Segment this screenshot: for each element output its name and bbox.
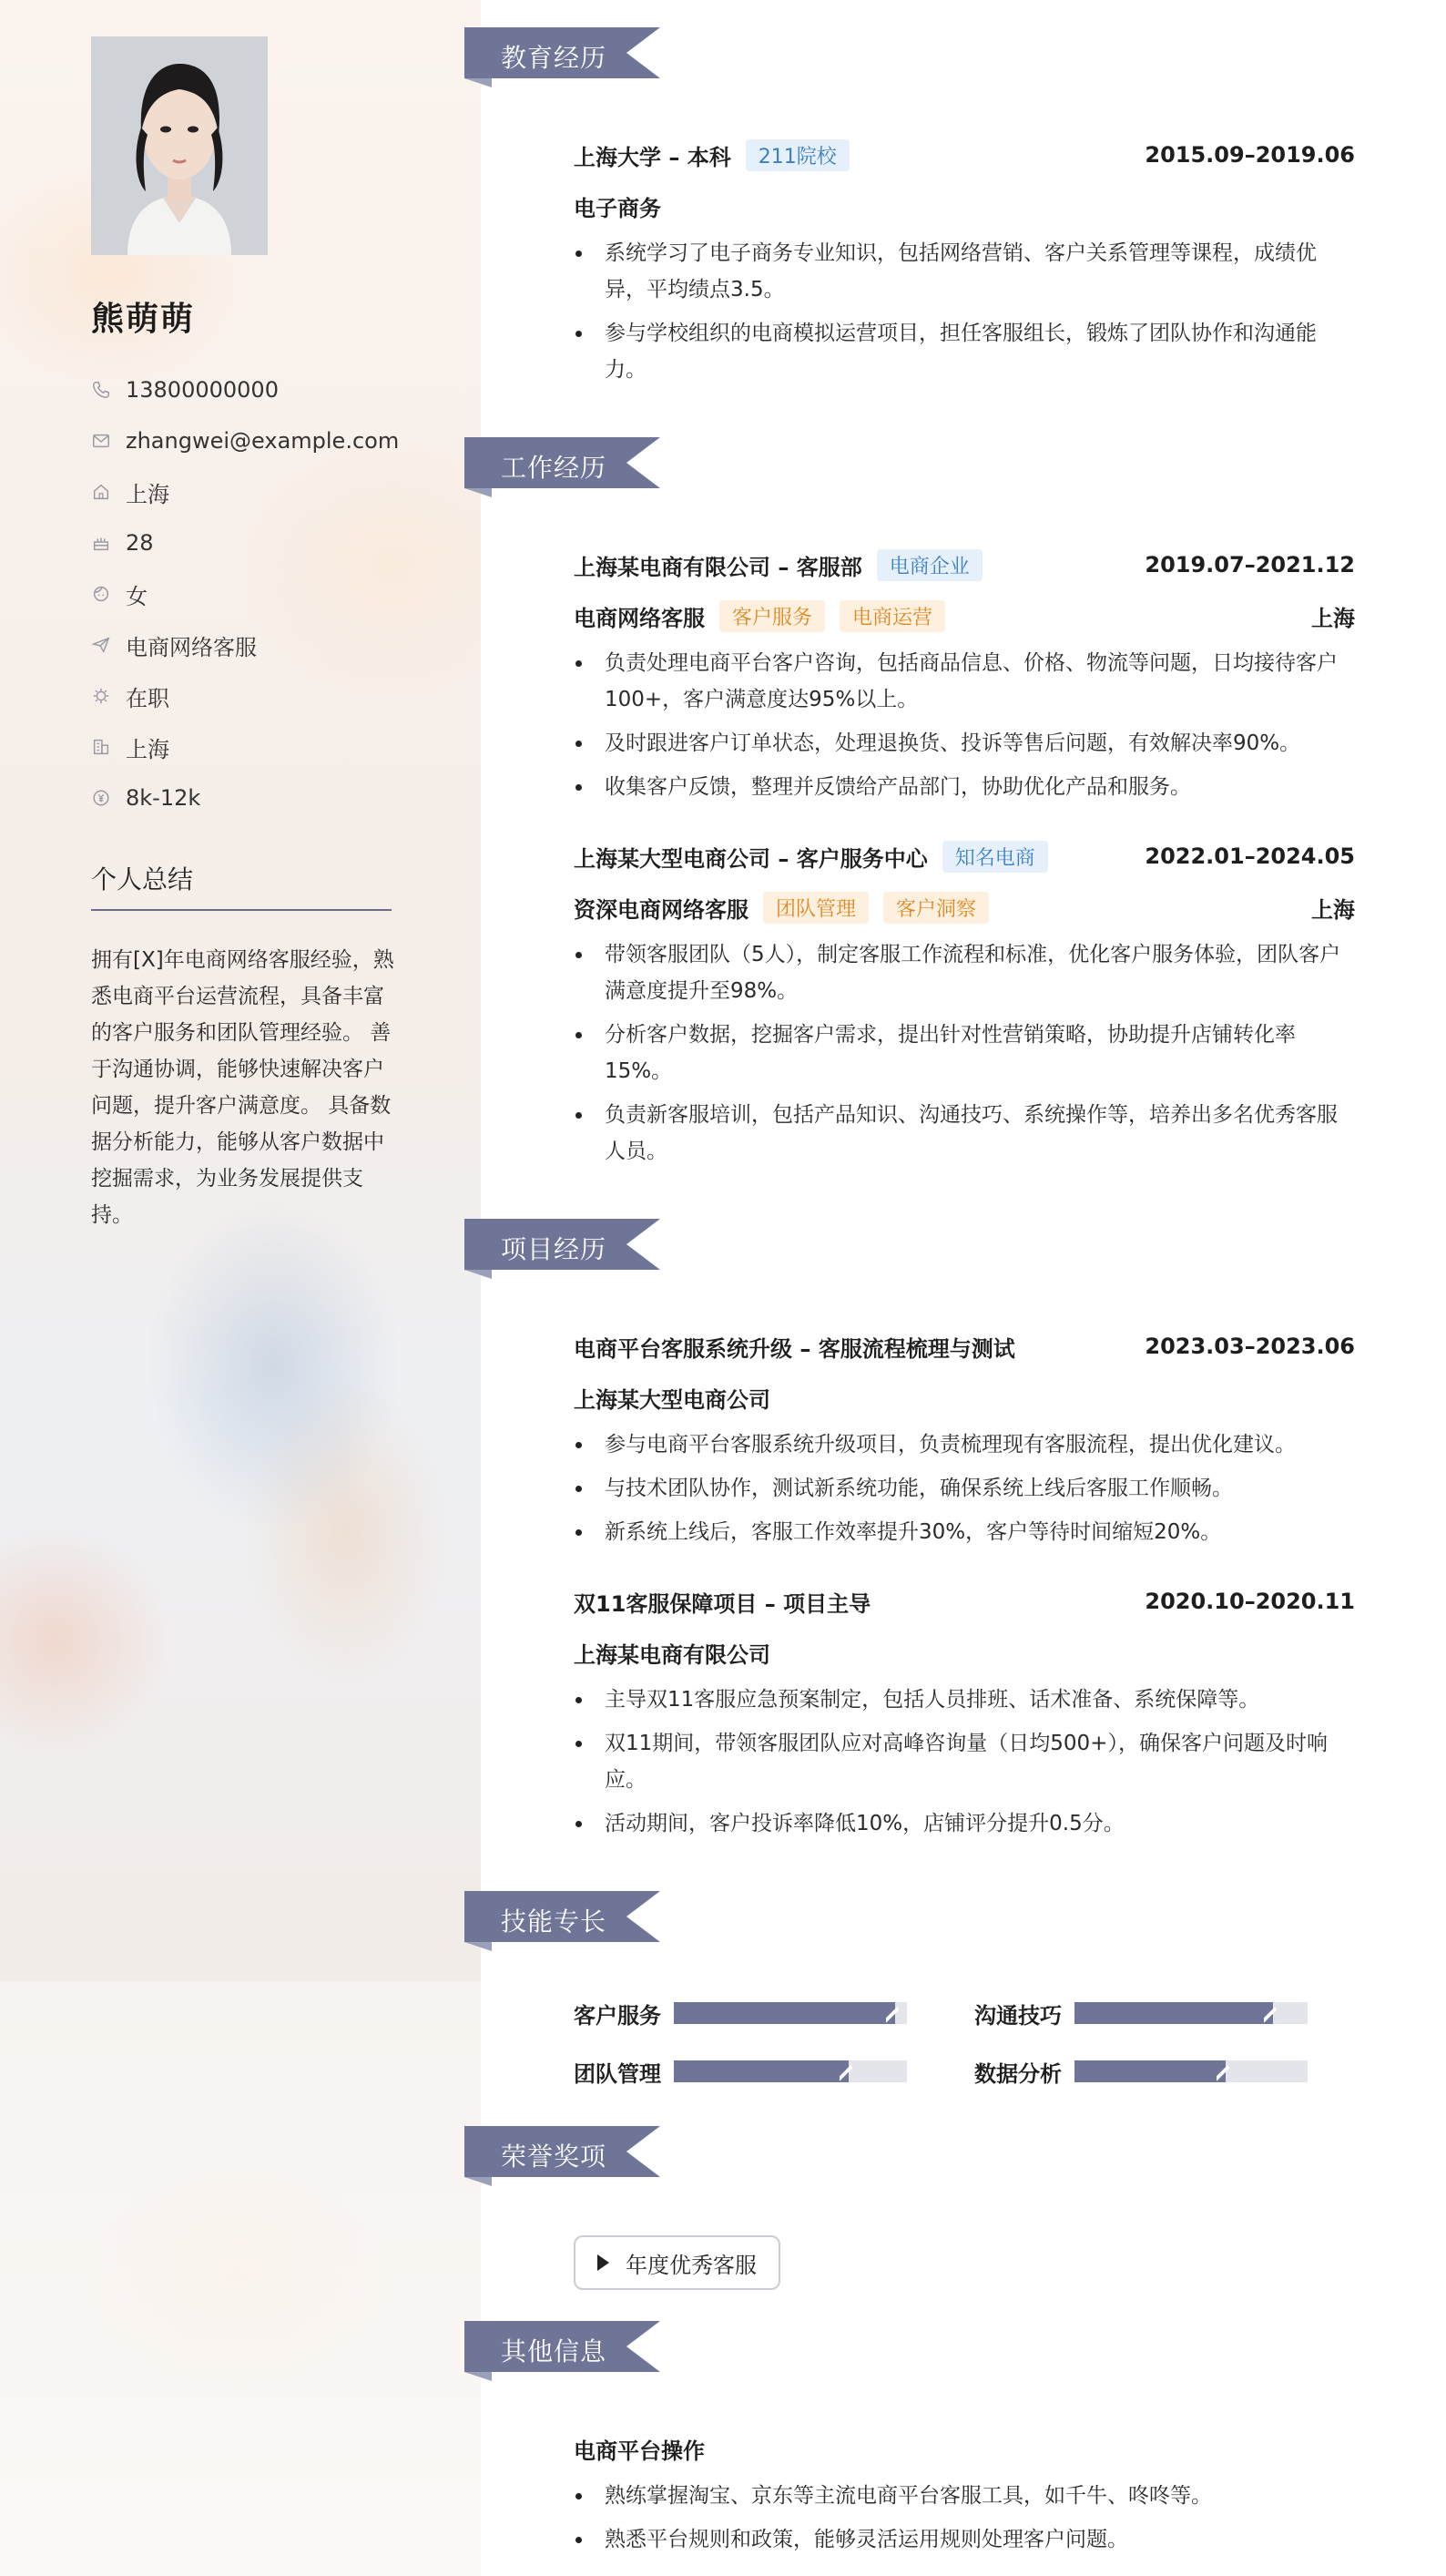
project-org: 上海某电商有限公司	[574, 1641, 770, 1668]
skill-name: 沟通技巧	[974, 2002, 1062, 2029]
avatar	[91, 36, 268, 255]
skill-bar	[674, 2060, 907, 2082]
age-icon	[91, 533, 111, 553]
work-bullets	[574, 645, 1355, 805]
project-entry-1	[574, 1321, 1355, 1558]
info-job	[91, 619, 455, 670]
company-tag: 知名电商	[942, 841, 1048, 873]
info-salary	[91, 772, 455, 823]
company-tag: 电商企业	[877, 549, 983, 581]
skill-name: 客户服务	[574, 2002, 661, 2029]
project-org-row	[574, 1372, 1355, 1423]
role-tag: 团队管理	[763, 892, 869, 924]
role-tag: 电商运营	[840, 600, 945, 632]
project-title: 电商平台客服系统升级 – 客服流程梳理与测试	[574, 1335, 1015, 1362]
role-tag: 客户服务	[719, 600, 825, 632]
info-location	[91, 466, 455, 517]
list-item: 负责处理电商平台客户咨询，包括商品信息、价格、物流等问题，日均接待客户100+，客户满意度达95%以上。	[574, 645, 1355, 718]
section-header-skills	[464, 1891, 660, 1955]
project-org-row	[574, 1627, 1355, 1678]
education-entry	[574, 129, 1355, 395]
skill-item	[974, 2053, 1308, 2090]
education-header	[574, 129, 1355, 180]
info-city	[91, 721, 455, 772]
skill-bar-fill	[674, 2002, 895, 2024]
section-title-other: 其他信息	[501, 2336, 607, 2366]
section-title-skills: 技能专长	[501, 1906, 607, 1937]
skill-bar-fill	[674, 2060, 849, 2082]
other-entry	[574, 2423, 1355, 2565]
contact-info-list	[91, 364, 455, 823]
phone-number: 13800000000	[126, 377, 279, 403]
list-item: 新系统上线后，客服工作效率提升30%，客户等待时间缩短20%。	[574, 1514, 1355, 1550]
work-city: 上海	[1311, 896, 1355, 923]
list-item: 主导双11客服应急预案制定，包括人员排班、话术准备、系统保障等。	[574, 1682, 1355, 1718]
list-item: 分析客户数据，挖掘客户需求，提出针对性营销策略，协助提升店铺转化率15%。	[574, 1017, 1355, 1089]
skill-item	[574, 1995, 907, 2031]
salary-text: 8k-12k	[126, 785, 201, 811]
info-status	[91, 670, 455, 721]
school-tag: 211院校	[746, 139, 850, 171]
role-tag: 客户洞察	[883, 892, 989, 924]
work-city: 上海	[1311, 605, 1355, 631]
list-item: 及时跟进客户订单状态，处理退换货、投诉等售后问题，有效解决率90%。	[574, 725, 1355, 762]
section-header-work	[464, 437, 660, 501]
info-age	[91, 517, 455, 568]
section-title-work: 工作经历	[501, 453, 607, 483]
list-item: 活动期间，客户投诉率降低10%，店铺评分提升0.5分。	[574, 1805, 1355, 1842]
candidate-name: 熊萌萌	[91, 301, 196, 338]
section-title-project: 项目经历	[501, 1234, 607, 1264]
work-entry-2	[574, 831, 1355, 1177]
list-item: 收集客户反馈，整理并反馈给产品部门，协助优化产品和服务。	[574, 769, 1355, 805]
sidebar-fade	[0, 1981, 481, 2576]
skill-bar-fill	[1074, 2002, 1273, 2024]
project-title: 双11客服保障项目 – 项目主导	[574, 1590, 871, 1617]
company-name: 上海某电商有限公司 – 客服部	[574, 554, 862, 580]
job-icon	[91, 635, 111, 655]
skill-bar	[674, 2002, 907, 2024]
other-title-row	[574, 2423, 1355, 2474]
work-header	[574, 539, 1355, 590]
work-role-row	[574, 590, 1355, 641]
school-name: 上海大学 – 本科	[574, 144, 731, 170]
list-item: 带领客服团队（5人），制定客服工作流程和标准，优化客户服务体验，团队客户满意度提升至98%。	[574, 936, 1355, 1009]
info-phone	[91, 364, 455, 415]
gender-text: 女	[126, 583, 148, 609]
company-name: 上海某大型电商公司 – 客户服务中心	[574, 845, 928, 872]
section-header-awards	[464, 2126, 660, 2190]
project-header	[574, 1321, 1355, 1372]
list-item: 负责新客服培训，包括产品知识、沟通技巧、系统操作等，培养出多名优秀客服人员。	[574, 1097, 1355, 1170]
status-icon	[91, 686, 111, 706]
project-org: 上海某大型电商公司	[574, 1386, 770, 1413]
email-address: zhangwei@example.com	[126, 428, 400, 454]
age-text: 28	[126, 530, 154, 556]
skill-bar	[1074, 2060, 1308, 2082]
list-item: 参与学校组织的电商模拟运营项目，担任客服组长，锻炼了团队协作和沟通能力。	[574, 315, 1355, 388]
role-name: 电商网络客服	[574, 605, 705, 631]
list-item: 系统学习了电子商务专业知识，包括网络营销、客户关系管理等课程，成绩优异，平均绩点3.5。	[574, 235, 1355, 308]
project-bullets	[574, 1426, 1355, 1550]
other-title: 电商平台操作	[574, 2438, 705, 2464]
work-role-row	[574, 882, 1355, 933]
project-date: 2020.10–2020.11	[1145, 1589, 1355, 1614]
sidebar	[0, 0, 481, 2576]
list-item: 双11期间，带领客服团队应对高峰咨询量（日均500+），确保客户问题及时响应。	[574, 1725, 1355, 1798]
location-text: 上海	[126, 481, 169, 507]
skill-item	[574, 2053, 907, 2090]
gender-icon	[91, 584, 111, 604]
section-title-awards: 荣誉奖项	[501, 2142, 607, 2172]
play-icon	[597, 2254, 609, 2271]
skill-item	[974, 1995, 1308, 2031]
education-date: 2015.09–2019.06	[1145, 142, 1355, 168]
city-icon	[91, 737, 111, 757]
work-entry-1	[574, 539, 1355, 813]
skill-name: 数据分析	[974, 2060, 1062, 2087]
section-header-education	[464, 27, 660, 91]
summary-text: 拥有[X]年电商网络客服经验，熟悉电商平台运营流程，具备丰富的客户服务和团队管理经验。 善于沟通协调，能够快速解决客户问题，提升客户满意度。 具备数据分析能力，能够从客户数据中挖掘需求，为业务发展提供支持。	[91, 948, 394, 1227]
salary-icon	[91, 788, 111, 808]
section-header-other	[464, 2321, 660, 2385]
project-bullets	[574, 1682, 1355, 1842]
work-date: 2022.01–2024.05	[1145, 843, 1355, 869]
section-title-education: 教育经历	[501, 43, 607, 73]
home-icon	[91, 482, 111, 502]
mail-icon	[91, 431, 111, 451]
info-gender	[91, 568, 455, 619]
work-date: 2019.07–2021.12	[1145, 552, 1355, 578]
role-name: 资深电商网络客服	[574, 896, 748, 923]
education-bullets	[574, 235, 1355, 388]
phone-icon	[91, 380, 111, 400]
skill-bar	[1074, 2002, 1308, 2024]
education-major: 电子商务	[574, 195, 661, 221]
project-entry-2	[574, 1576, 1355, 1849]
skill-name: 团队管理	[574, 2060, 661, 2087]
award-label: 年度优秀客服	[626, 2252, 757, 2278]
status-text: 在职	[126, 685, 169, 711]
work-header	[574, 831, 1355, 882]
award-chip[interactable]	[574, 2235, 780, 2290]
city-text: 上海	[126, 736, 169, 762]
project-header	[574, 1576, 1355, 1627]
work-bullets	[574, 936, 1355, 1170]
list-item: 熟悉平台规则和政策，能够灵活运用规则处理客户问题。	[574, 2521, 1355, 2558]
list-item: 与技术团队协作，测试新系统功能，确保系统上线后客服工作顺畅。	[574, 1470, 1355, 1507]
list-item: 熟练掌握淘宝、京东等主流电商平台客服工具，如千牛、咚咚等。	[574, 2478, 1355, 2514]
section-header-project	[464, 1219, 660, 1283]
list-item: 参与电商平台客服系统升级项目，负责梳理现有客服流程，提出优化建议。	[574, 1426, 1355, 1463]
education-major-row	[574, 180, 1355, 231]
summary-title: 个人总结	[91, 860, 392, 911]
info-email	[91, 415, 455, 466]
skill-bar-fill	[1074, 2060, 1226, 2082]
job-text: 电商网络客服	[126, 634, 257, 660]
project-date: 2023.03–2023.06	[1145, 1334, 1355, 1359]
other-bullets	[574, 2478, 1355, 2558]
